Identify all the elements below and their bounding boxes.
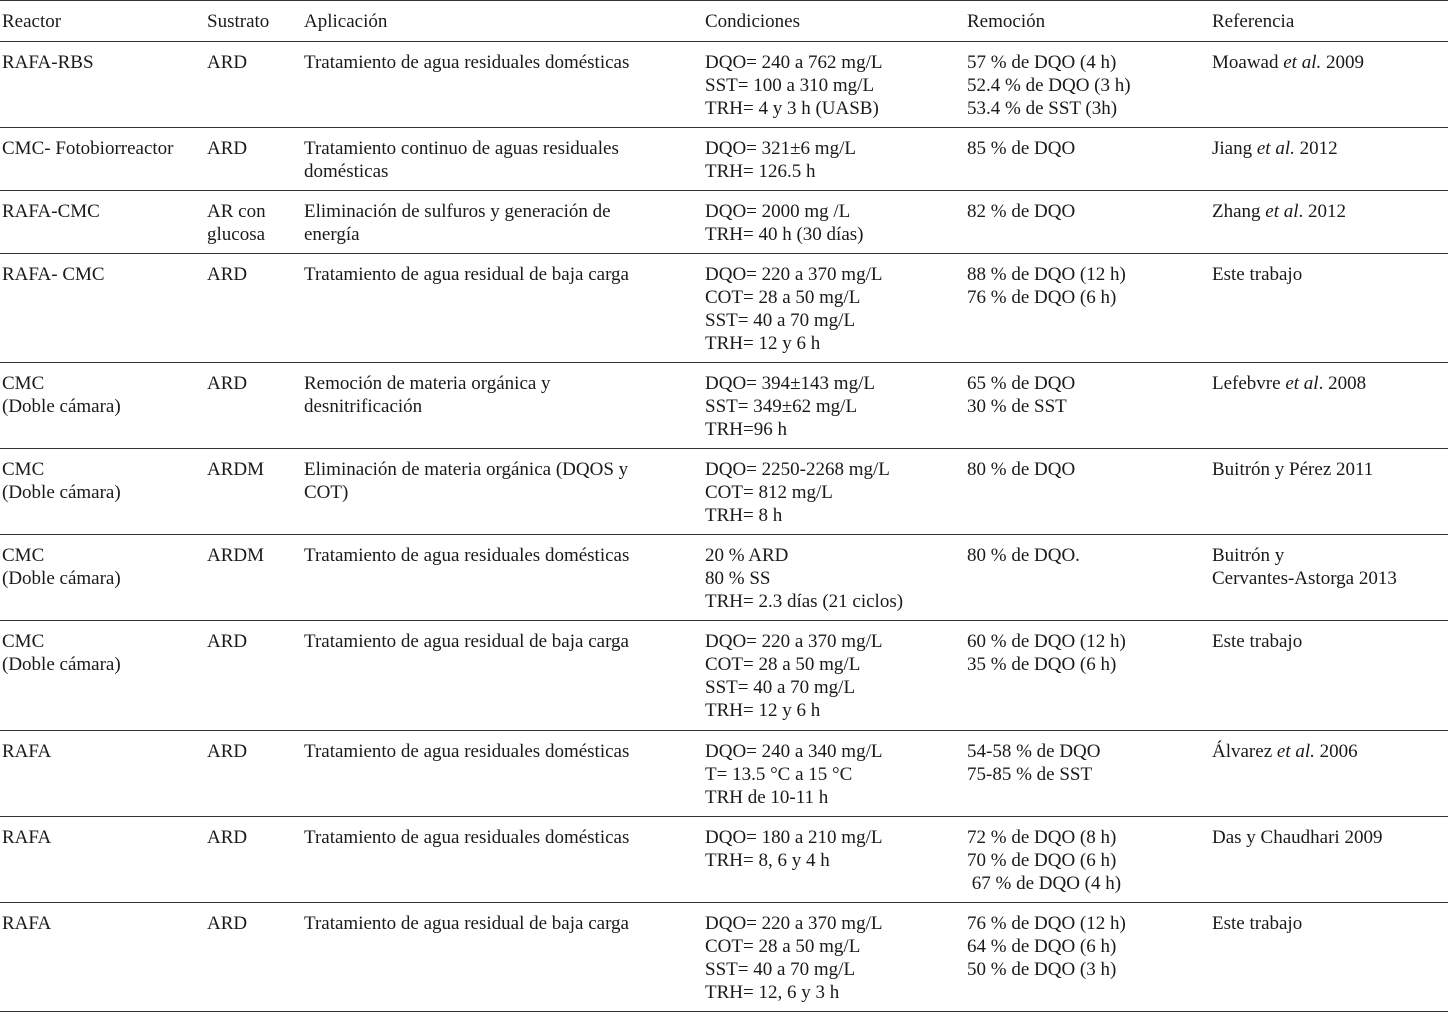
cell-line: COT): [304, 482, 349, 503]
table-row: [0, 254, 1448, 363]
cell-line: Tratamiento de agua residuales domésticas: [304, 827, 630, 848]
cell-line: COT= 28 a 50 mg/L: [705, 287, 861, 308]
cell-sustrato: [205, 817, 302, 903]
cell-line: DQO= 220 a 370 mg/L: [705, 913, 883, 934]
cell-condiciones: [703, 191, 965, 254]
cell-aplicacion: [302, 449, 703, 535]
table-row: [0, 449, 1448, 535]
cell-line: Tratamiento continuo de aguas residuales: [304, 138, 619, 159]
cell-line: 50 % de DQO (3 h): [967, 959, 1117, 980]
cell-line: DQO= 240 a 340 mg/L: [705, 741, 883, 762]
cell-line: 30 % de SST: [967, 396, 1067, 417]
cell-line: Eliminación de materia orgánica (DQOS y: [304, 459, 629, 480]
cell-line: (Doble cámara): [2, 396, 121, 417]
cell-line: SST= 100 a 310 mg/L: [705, 75, 875, 96]
cell-line: 76 % de DQO (6 h): [967, 287, 1117, 308]
cell-referencia: [1210, 903, 1448, 1012]
reference-pre: Este trabajo: [1212, 913, 1303, 934]
cell-line: DQO= 180 a 210 mg/L: [705, 827, 883, 848]
cell-line: TRH= 126.5 h: [705, 161, 816, 182]
reference-line: [1212, 544, 1448, 567]
cell-line: CMC- Fotobiorreactor: [2, 138, 174, 159]
reference-ital: et al: [1265, 201, 1299, 222]
reference-line-2: Cervantes-Astorga 2013: [1212, 568, 1397, 589]
cell-line: DQO= 220 a 370 mg/L: [705, 631, 883, 652]
cell-condiciones: [703, 254, 965, 363]
cell-line: 35 % de DQO (6 h): [967, 654, 1117, 675]
cell-line: TRH= 12 y 6 h: [705, 333, 821, 354]
cell-line: TRH de 10-11 h: [705, 787, 829, 808]
cell-remocion: [965, 128, 1210, 191]
cell-condiciones: [703, 817, 965, 903]
cell-sustrato: [205, 621, 302, 731]
cell-line: (Doble cámara): [2, 482, 121, 503]
reference-pre: Este trabajo: [1212, 264, 1303, 285]
reference-pre: Zhang: [1212, 201, 1266, 222]
cell-remocion: [965, 42, 1210, 128]
reference-line: [1212, 51, 1448, 74]
cell-line: 76 % de DQO (12 h): [967, 913, 1126, 934]
cell-referencia: [1210, 817, 1448, 903]
cell-line: Tratamiento de agua residuales domésticas: [304, 741, 630, 762]
table-row: [0, 535, 1448, 621]
cell-line: DQO= 220 a 370 mg/L: [705, 264, 883, 285]
reference-line: [1212, 372, 1448, 395]
cell-reactor: [0, 449, 205, 535]
cell-remocion: [965, 535, 1210, 621]
cell-line: 54-58 % de DQO: [967, 741, 1101, 762]
cell-sustrato: [205, 128, 302, 191]
reference-line: [1212, 458, 1448, 481]
cell-remocion: [965, 817, 1210, 903]
cell-line: T= 13.5 °C a 15 °C: [705, 764, 853, 785]
table-header: [0, 1, 1448, 42]
cell-referencia: [1210, 191, 1448, 254]
header-remocion: Remoción: [967, 11, 1046, 32]
cell-aplicacion: [302, 191, 703, 254]
reference-ital: et al.: [1256, 138, 1295, 159]
table-row: [0, 903, 1448, 1012]
cell-line: AR con: [207, 201, 266, 222]
header-row: [0, 1, 1448, 42]
reference-pre: Buitrón y Pérez 2011: [1212, 459, 1374, 480]
reference-pre: Das y Chaudhari 2009: [1212, 827, 1383, 848]
cell-line: Eliminación de sulfuros y generación de: [304, 201, 611, 222]
cell-line: desnitrificación: [304, 396, 423, 417]
cell-condiciones: [703, 449, 965, 535]
cell-line: COT= 28 a 50 mg/L: [705, 936, 861, 957]
reference-post: 2009: [1321, 52, 1364, 73]
cell-aplicacion: [302, 363, 703, 449]
cell-condiciones: [703, 42, 965, 128]
cell-referencia: [1210, 128, 1448, 191]
cell-line: glucosa: [207, 224, 266, 245]
cell-line: Tratamiento de agua residuales domésticas: [304, 545, 630, 566]
cell-referencia: [1210, 449, 1448, 535]
cell-line: TRH= 4 y 3 h (UASB): [705, 98, 879, 119]
cell-line: Tratamiento de agua residual de baja carga: [304, 913, 629, 934]
cell-line: ARD: [207, 264, 248, 285]
cell-line: RAFA-CMC: [2, 201, 100, 222]
reference-ital: et al: [1285, 373, 1319, 394]
cell-line: SST= 40 a 70 mg/L: [705, 677, 856, 698]
cell-line: 85 % de DQO: [967, 138, 1076, 159]
cell-sustrato: [205, 191, 302, 254]
cell-referencia: [1210, 363, 1448, 449]
reference-ital: et al.: [1283, 52, 1322, 73]
cell-reactor: [0, 128, 205, 191]
reference-pre: Moawad: [1212, 52, 1284, 73]
cell-line: COT= 28 a 50 mg/L: [705, 654, 861, 675]
cell-line: CMC: [2, 545, 45, 566]
cell-line: ARD: [207, 741, 248, 762]
reference-post: 2012: [1294, 138, 1338, 159]
table-row: [0, 191, 1448, 254]
cell-line: CMC: [2, 373, 45, 394]
cell-reactor: [0, 621, 205, 731]
cell-line: Tratamiento de agua residual de baja carga: [304, 631, 629, 652]
cell-sustrato: [205, 535, 302, 621]
header-referencia: Referencia: [1212, 11, 1295, 32]
reference-post: . 2012: [1298, 201, 1347, 222]
cell-line: 88 % de DQO (12 h): [967, 264, 1126, 285]
reference-pre: Jiang: [1212, 138, 1257, 159]
reference-line: [1212, 740, 1448, 763]
cell-line: 53.4 % de SST (3h): [967, 98, 1118, 119]
cell-remocion: [965, 363, 1210, 449]
cell-line: ARD: [207, 913, 248, 934]
cell-line: 64 % de DQO (6 h): [967, 936, 1117, 957]
cell-line: DQO= 2250-2268 mg/L: [705, 459, 890, 480]
cell-line: (Doble cámara): [2, 568, 121, 589]
cell-line: RAFA-RBS: [2, 52, 94, 73]
header-aplicacion: Aplicación: [304, 11, 388, 32]
cell-reactor: [0, 903, 205, 1012]
cell-condiciones: [703, 363, 965, 449]
cell-condiciones: [703, 903, 965, 1012]
reference-line: [1212, 263, 1448, 286]
cell-line: 52.4 % de DQO (3 h): [967, 75, 1131, 96]
cell-line: (Doble cámara): [2, 654, 121, 675]
cell-line: RAFA: [2, 827, 52, 848]
cell-sustrato: [205, 903, 302, 1012]
cell-aplicacion: [302, 903, 703, 1012]
reference-pre: Álvarez: [1212, 741, 1277, 762]
cell-line: 57 % de DQO (4 h): [967, 52, 1117, 73]
cell-reactor: [0, 731, 205, 817]
reference-post: 2006: [1314, 741, 1358, 762]
cell-reactor: [0, 535, 205, 621]
cell-sustrato: [205, 731, 302, 817]
table-row: [0, 731, 1448, 817]
cell-line: 65 % de DQO: [967, 373, 1076, 394]
cell-line: 75-85 % de SST: [967, 764, 1093, 785]
cell-line: TRH= 12, 6 y 3 h: [705, 982, 840, 1003]
cell-line: TRH=96 h: [705, 419, 787, 440]
cell-line: DQO= 240 a 762 mg/L: [705, 52, 883, 73]
cell-line: COT= 812 mg/L: [705, 482, 833, 503]
cell-referencia: [1210, 254, 1448, 363]
cell-reactor: [0, 42, 205, 128]
cell-line: ARDM: [207, 545, 265, 566]
cell-remocion: [965, 254, 1210, 363]
header-condiciones: Condiciones: [705, 11, 800, 32]
cell-line: 72 % de DQO (8 h): [967, 827, 1117, 848]
cell-line: ARD: [207, 52, 248, 73]
reference-line: [1212, 200, 1448, 223]
cell-line: ARD: [207, 373, 248, 394]
reference-line: [1212, 912, 1448, 935]
cell-line: TRH= 2.3 días (21 ciclos): [705, 591, 904, 612]
cell-line: SST= 40 a 70 mg/L: [705, 959, 856, 980]
cell-aplicacion: [302, 128, 703, 191]
table-body: [0, 42, 1448, 1012]
cell-line: ARDM: [207, 459, 265, 480]
cell-line: CMC: [2, 459, 45, 480]
table-row: [0, 621, 1448, 731]
cell-referencia: [1210, 731, 1448, 817]
table-row: [0, 42, 1448, 128]
cell-referencia: [1210, 535, 1448, 621]
cell-sustrato: [205, 449, 302, 535]
reference-pre: Buitrón y: [1212, 545, 1285, 566]
cell-line: ARD: [207, 631, 248, 652]
cell-line: Remoción de materia orgánica y: [304, 373, 551, 394]
cell-condiciones: [703, 731, 965, 817]
reference-pre: Lefebvre: [1212, 373, 1286, 394]
cell-remocion: [965, 449, 1210, 535]
cell-sustrato: [205, 42, 302, 128]
cell-referencia: [1210, 42, 1448, 128]
reference-ital: et al.: [1276, 741, 1315, 762]
cell-line: DQO= 2000 mg /L: [705, 201, 851, 222]
cell-line: RAFA- CMC: [2, 264, 105, 285]
cell-line: 80 % de DQO.: [967, 545, 1080, 566]
reference-pre: Este trabajo: [1212, 631, 1303, 652]
cell-aplicacion: [302, 731, 703, 817]
cell-remocion: [965, 191, 1210, 254]
cell-remocion: [965, 621, 1210, 731]
table-row: [0, 128, 1448, 191]
reference-post: . 2008: [1318, 373, 1367, 394]
cell-line: SST= 349±62 mg/L: [705, 396, 858, 417]
cell-line: TRH= 8 h: [705, 505, 783, 526]
cell-line: ARD: [207, 138, 248, 159]
cell-aplicacion: [302, 254, 703, 363]
cell-condiciones: [703, 535, 965, 621]
cell-line: Tratamiento de agua residual de baja carga: [304, 264, 629, 285]
reference-line: [1212, 630, 1448, 653]
cell-remocion: [965, 903, 1210, 1012]
cell-aplicacion: [302, 817, 703, 903]
header-sustrato: Sustrato: [207, 11, 270, 32]
table-row: [0, 363, 1448, 449]
cell-line: 67 % de DQO (4 h): [967, 873, 1122, 894]
header-reactor: Reactor: [2, 11, 62, 32]
cell-line: 60 % de DQO (12 h): [967, 631, 1126, 652]
cell-condiciones: [703, 128, 965, 191]
cell-line: ARD: [207, 827, 248, 848]
cell-line: RAFA: [2, 913, 52, 934]
cell-line: 80 % SS: [705, 568, 771, 589]
cell-sustrato: [205, 254, 302, 363]
cell-condiciones: [703, 621, 965, 731]
cell-line: 20 % ARD: [705, 545, 789, 566]
cell-line: DQO= 394±143 mg/L: [705, 373, 875, 394]
cell-line: 80 % de DQO: [967, 459, 1076, 480]
cell-sustrato: [205, 363, 302, 449]
reference-line: [1212, 826, 1448, 849]
cell-reactor: [0, 363, 205, 449]
cell-line: TRH= 8, 6 y 4 h: [705, 850, 830, 871]
cell-remocion: [965, 731, 1210, 817]
cell-line: CMC: [2, 631, 45, 652]
cell-line: 70 % de DQO (6 h): [967, 850, 1117, 871]
cell-reactor: [0, 254, 205, 363]
cell-line: RAFA: [2, 741, 52, 762]
cell-reactor: [0, 191, 205, 254]
cell-line: 82 % de DQO: [967, 201, 1076, 222]
cell-line: DQO= 321±6 mg/L: [705, 138, 856, 159]
cell-line: TRH= 40 h (30 días): [705, 224, 864, 245]
cell-line: TRH= 12 y 6 h: [705, 700, 821, 721]
table-row: [0, 817, 1448, 903]
cell-line: Tratamiento de agua residuales domésticas: [304, 52, 630, 73]
cell-aplicacion: [302, 42, 703, 128]
cell-line: energía: [304, 224, 360, 245]
cell-line: SST= 40 a 70 mg/L: [705, 310, 856, 331]
cell-reactor: [0, 817, 205, 903]
reference-line: [1212, 137, 1448, 160]
cell-line: domésticas: [304, 161, 389, 182]
cell-aplicacion: [302, 621, 703, 731]
cell-referencia: [1210, 621, 1448, 731]
cell-aplicacion: [302, 535, 703, 621]
